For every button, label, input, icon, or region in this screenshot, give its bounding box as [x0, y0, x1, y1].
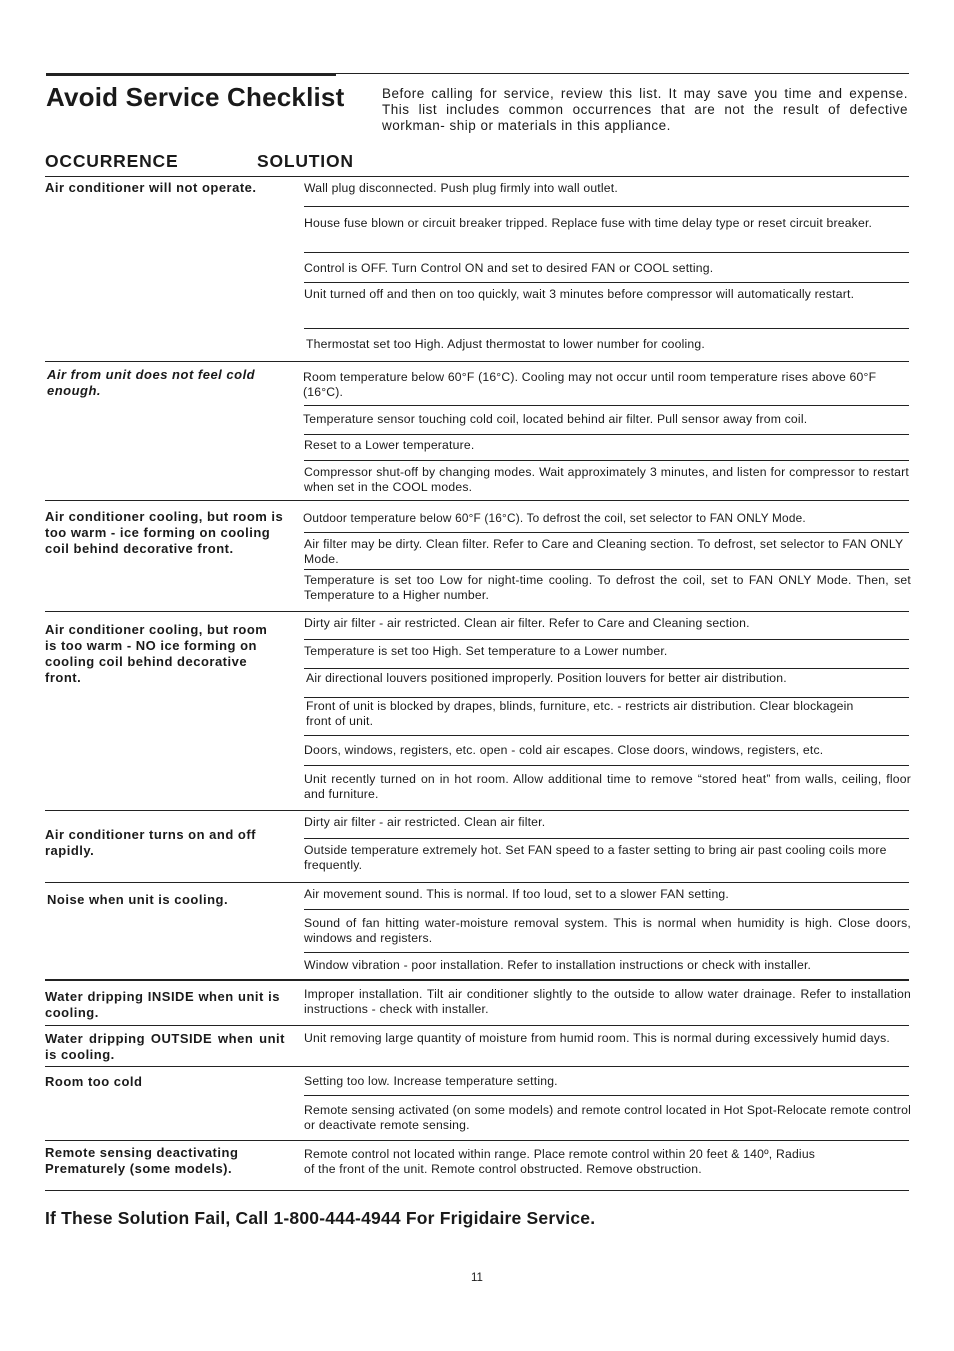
solution-divider	[304, 838, 909, 839]
solution-text: Remote sensing activated (on some models) and remote control located in Hot Spot-Relocate remote control or deactivate remote sensing.	[304, 1103, 911, 1132]
solution-divider	[304, 434, 909, 435]
section-divider	[45, 361, 909, 362]
solution-header: SOLUTION	[257, 151, 354, 171]
solution-text: Air movement sound. This is normal. If too loud, set to a slower FAN setting.	[304, 887, 729, 901]
service-call-notice: If These Solution Fail, Call 1-800-444-4944 For Frigidaire Service.	[45, 1208, 596, 1228]
section-divider	[45, 1140, 909, 1141]
solution-divider	[304, 735, 909, 736]
solution-divider	[304, 405, 909, 406]
title-rule-thick	[46, 73, 336, 76]
header-rule	[45, 176, 909, 177]
occurrence-text: Water dripping INSIDE when unit is cooling.	[45, 989, 280, 1020]
table-bottom-rule	[45, 1190, 909, 1191]
occurrence-text: Remote sensing deactivating Prematurely (some models).	[45, 1145, 239, 1176]
solution-divider	[304, 952, 909, 953]
solution-divider	[304, 569, 909, 570]
solution-divider	[304, 765, 909, 766]
solution-text: Doors, windows, registers, etc. open - cold air escapes. Close doors, windows, registers, etc.	[304, 743, 824, 757]
solution-divider	[304, 668, 909, 669]
occurrence-text: Air conditioner will not operate.	[45, 180, 257, 195]
solution-divider	[304, 1095, 909, 1096]
occurrence-text: Water dripping OUTSIDE when unit is cooling.	[45, 1031, 285, 1062]
section-divider	[45, 882, 909, 883]
occurrence-text: Air conditioner turns on and off rapidly.	[45, 827, 256, 858]
solution-text: Improper installation. Tilt air conditioner slightly to the outside to allow water drainage. Refer to installation instructions - check with installer.	[304, 987, 911, 1016]
solution-text: Temperature is set too Low for night-time cooling. To defrost the coil, set to FAN ONLY Mode. Then, set Temperature to a Higher number.	[304, 573, 911, 602]
solution-text: Front of unit is blocked by drapes, blinds, furniture, etc. - restricts air distribution. Clear blockagein front of unit.	[306, 699, 854, 728]
solution-divider	[304, 252, 909, 253]
solution-text: Outdoor temperature below 60°F (16°C). To defrost the coil, set selector to FAN ONLY Mode.	[303, 511, 806, 525]
solution-divider	[304, 328, 909, 329]
occurrence-text: Air conditioner cooling, but room is too warm - ice forming on cooling coil behind decorative front.	[45, 509, 284, 556]
solution-text: Sound of fan hitting water-moisture removal system. This is normal when humidity is high. Close doors, windows and registers.	[304, 916, 911, 945]
solution-text: Dirty air filter - air restricted. Clean air filter.	[304, 815, 546, 829]
solution-text: Unit recently turned on in hot room. Allow additional time to remove “stored heat” from walls, ceiling, floor and furniture.	[304, 772, 911, 801]
section-divider	[45, 1066, 909, 1067]
solution-text: Setting too low. Increase temperature setting.	[304, 1074, 558, 1088]
occurrence-text: Air conditioner cooling, but room is too warm - NO ice forming on cooling coil behind decorative front.	[45, 622, 268, 685]
solution-text: House fuse blown or circuit breaker tripped. Replace fuse with time delay type or reset circuit breaker.	[304, 216, 873, 230]
section-divider	[45, 979, 909, 981]
solution-text: Outside temperature extremely hot. Set FAN speed to a faster setting to bring air past cooling coils more frequently.	[304, 843, 887, 872]
solution-divider	[304, 206, 909, 207]
solution-text: Remote control not located within range. Place remote control within 20 feet & 140º, Radius of the front of the unit. Remote control obstructed. Remove obstruction.	[304, 1147, 816, 1176]
occurrence-text: Noise when unit is cooling.	[47, 892, 229, 907]
title-rule-thin	[336, 73, 909, 74]
solution-text: Temperature is set too High. Set temperature to a Lower number.	[304, 644, 668, 658]
solution-text: Air directional louvers positioned improperly. Position louvers for better air distribution.	[306, 671, 787, 685]
solution-text: Unit removing large quantity of moisture from humid room. This is normal during excessively humid days.	[304, 1031, 890, 1045]
occurrence-text: Room too cold	[45, 1074, 143, 1089]
occurrence-header: OCCURRENCE	[45, 151, 179, 171]
intro-paragraph: Before calling for service, review this list. It may save you time and expense. This list includes common occurrences that are not the result of defective workman- ship or materials in this appliance.	[382, 86, 908, 133]
solution-text: Room temperature below 60°F (16°C). Cooling may not occur until room temperature rises above 60°F (16°C).	[303, 370, 877, 399]
page-title: Avoid Service Checklist	[46, 82, 345, 112]
solution-divider	[304, 532, 909, 533]
solution-text: Thermostat set too High. Adjust thermostat to lower number for cooling.	[306, 337, 705, 351]
solution-text: Window vibration - poor installation. Refer to installation instructions or check with installer.	[304, 958, 812, 972]
section-divider	[45, 810, 909, 811]
solution-divider	[304, 460, 909, 461]
solution-divider	[304, 282, 909, 283]
solution-text: Unit turned off and then on too quickly, wait 3 minutes before compressor will automatically restart.	[304, 287, 855, 301]
solution-divider	[304, 909, 909, 910]
section-divider	[45, 500, 909, 501]
solution-divider	[304, 639, 909, 640]
solution-text: Dirty air filter - air restricted. Clean air filter. Refer to Care and Cleaning section.	[304, 616, 750, 630]
occurrence-text: Air from unit does not feel cold enough.	[47, 367, 256, 398]
solution-text: Compressor shut-off by changing modes. Wait approximately 3 minutes, and listen for compressor to restart when set in the COOL modes.	[304, 465, 909, 494]
solution-text: Air filter may be dirty. Clean filter. Refer to Care and Cleaning section. To defrost, set selector to FAN ONLY Mode.	[304, 537, 904, 566]
section-divider	[45, 611, 909, 612]
solution-text: Wall plug disconnected. Push plug firmly into wall outlet.	[304, 181, 618, 195]
page-number: 11	[471, 1272, 483, 1284]
section-divider	[45, 1025, 909, 1026]
solution-divider	[304, 697, 909, 698]
solution-text: Reset to a Lower temperature.	[304, 438, 475, 452]
solution-text: Control is OFF. Turn Control ON and set to desired FAN or COOL setting.	[304, 261, 714, 275]
solution-text: Temperature sensor touching cold coil, located behind air filter. Pull sensor away from coil.	[303, 412, 808, 426]
